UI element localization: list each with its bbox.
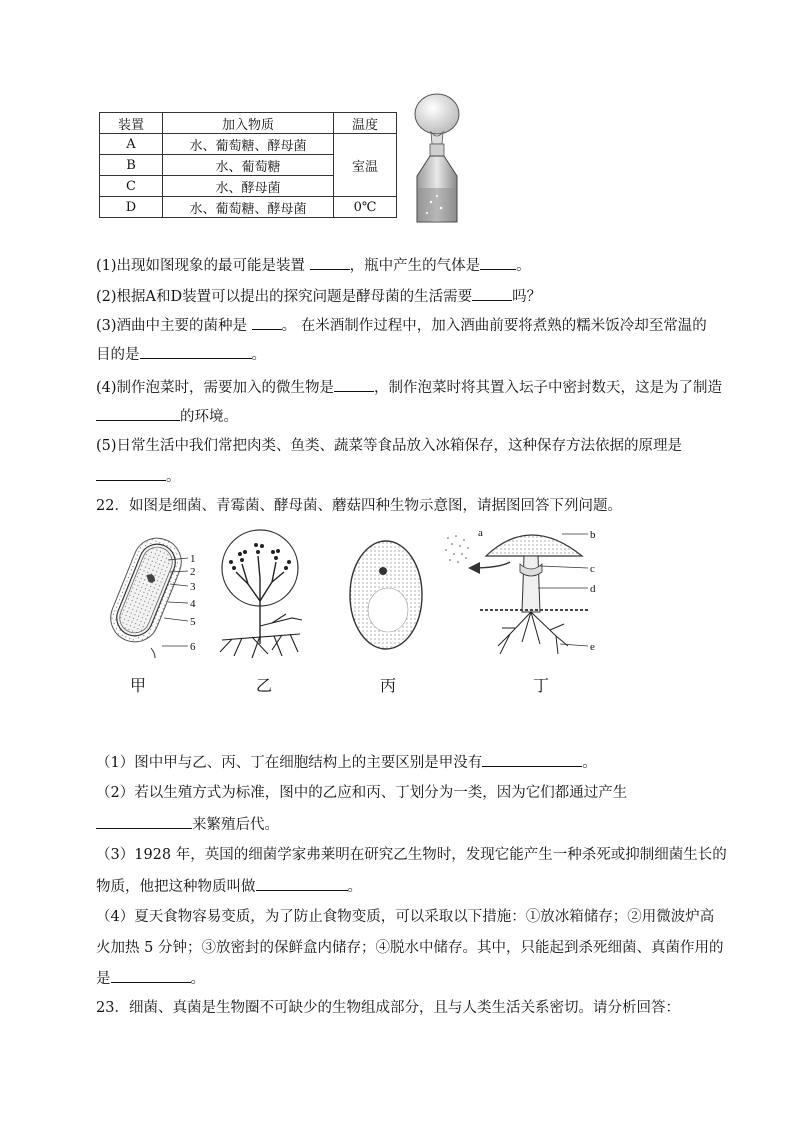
q21-p1b-text: ，瓶中产生的气体是 bbox=[349, 258, 481, 274]
q21-line-1 bbox=[96, 255, 531, 276]
q21-p4b-text: ，制作泡菜时将其置入坛子中密封数天，这是为了制造 bbox=[374, 380, 723, 396]
q22-line-7 bbox=[96, 938, 723, 958]
table-row bbox=[100, 134, 397, 155]
table-cell-substance: 水、葡萄糖、酵母菌 bbox=[163, 134, 334, 155]
q21-line-2 bbox=[96, 286, 541, 307]
q22-p2-text: （2）若以生殖方式为标准，图中的乙应和丙、丁划分为一类，因为它们都通过产生 bbox=[96, 785, 628, 801]
q21-line-4 bbox=[96, 344, 266, 365]
q22-p4d-text: 。 bbox=[190, 971, 205, 987]
q22-line-1 bbox=[96, 752, 597, 773]
q22-p2b-text: 来繁殖后代。 bbox=[192, 817, 279, 833]
table-cell-device: C bbox=[100, 176, 163, 197]
q22-p4c-text: 是 bbox=[96, 971, 111, 987]
q21-p4c-text: 的环境。 bbox=[180, 409, 238, 425]
q21-answer-blank-device[interactable] bbox=[310, 255, 350, 270]
bacterium-label-6: 6 bbox=[190, 641, 196, 653]
q21-answer-blank-principle[interactable] bbox=[96, 466, 166, 481]
q21-line-6 bbox=[96, 406, 238, 427]
q22-line-4 bbox=[96, 845, 727, 865]
q23-title: 23．细菌、真菌是生物圈不可缺少的生物组成部分，且与人类生活关系密切。请分析回答： bbox=[96, 1000, 680, 1016]
q21-p3d-text: 。 bbox=[251, 347, 266, 363]
q22-answer-blank-substance[interactable] bbox=[256, 876, 348, 891]
q21-answer-blank-species[interactable] bbox=[252, 315, 282, 330]
bacterium-figure bbox=[96, 528, 206, 658]
q22-p3-text: （3）1928 年，英国的细菌学家弗莱明在研究乙生物时，发现它能产生一种杀死或抑制细菌生长的 bbox=[96, 847, 727, 863]
q21-p5b-text: 。 bbox=[166, 469, 181, 485]
q21-answer-blank-microbe[interactable] bbox=[334, 377, 374, 392]
table-cell-device: D bbox=[100, 197, 163, 218]
bacterium-label-4: 4 bbox=[190, 598, 196, 610]
table-header-device: 装置 bbox=[100, 113, 163, 134]
q21-p3-text: (3)酒曲中主要的菌种是 bbox=[96, 318, 248, 334]
q21-line-7 bbox=[96, 436, 682, 456]
q22-line-8 bbox=[96, 968, 205, 989]
mushroom-label-d: d bbox=[590, 583, 596, 595]
q22-line-3 bbox=[96, 814, 279, 835]
table-row bbox=[100, 197, 397, 218]
mushroom-label-a: a bbox=[478, 527, 483, 539]
q21-line-8 bbox=[96, 466, 181, 487]
q22-line-6 bbox=[96, 907, 714, 927]
q22-answer-blank-reproduction[interactable] bbox=[96, 814, 192, 829]
q22-p4b-text: 火加热 5 分钟；③放密封的保鲜盒内储存；④脱水中储存。其中，只能起到杀死细菌、真菌作用的 bbox=[96, 940, 724, 956]
q21-answer-blank-gas[interactable] bbox=[480, 255, 516, 270]
q21-p2b-text: 吗？ bbox=[512, 289, 542, 305]
q22-answer-blank-measure[interactable] bbox=[111, 968, 191, 983]
table-cell-substance: 水、葡萄糖 bbox=[163, 155, 334, 176]
q21-line-5 bbox=[96, 377, 722, 398]
q21-p5-text: (5)日常生活中我们常把肉类、鱼类、蔬菜等食品放入冰箱保存，这种保存方法依据的原理是 bbox=[96, 438, 683, 454]
q21-p4-text: (4)制作泡菜时，需要加入的微生物是 bbox=[96, 380, 335, 396]
mushroom-label-e: e bbox=[590, 641, 595, 653]
mushroom-figure bbox=[440, 524, 610, 659]
q22-title: 22．如图是细菌、青霉菌、酵母菌、蘑菇四种生物示意图，请据图回答下列问题。 bbox=[96, 498, 622, 514]
table-header-temperature: 温度 bbox=[334, 113, 397, 134]
q21-answer-blank-need[interactable] bbox=[472, 286, 512, 301]
q22-p3c-text: 。 bbox=[347, 879, 362, 895]
penicillium-figure bbox=[212, 526, 307, 661]
q22-line-2 bbox=[96, 783, 627, 803]
bacterium-label-2: 2 bbox=[190, 566, 196, 578]
flask-balloon-illustration bbox=[405, 92, 475, 227]
table-cell-substance: 水、酵母菌 bbox=[163, 176, 334, 197]
bacterium-label-5: 5 bbox=[190, 616, 196, 628]
q21-answer-blank-environment[interactable] bbox=[96, 406, 180, 421]
table-header-row bbox=[100, 113, 397, 134]
table-cell-room-temp: 室温 bbox=[334, 134, 397, 197]
q21-p3c-text: 目的是 bbox=[96, 347, 140, 363]
q21-p3b-text: 。 在米酒制作过程中，加入酒曲前要将煮熟的糯米饭冷却至常温的 bbox=[281, 318, 707, 334]
q22-answer-blank-structure[interactable] bbox=[482, 752, 582, 767]
q21-p1-text: (1)出现如图现象的最可能是装置 bbox=[96, 258, 306, 274]
q22-p1-text: （1）图中甲与乙、丙、丁在细胞结构上的主要区别是甲没有 bbox=[96, 755, 483, 771]
figure-label-yi: 乙 bbox=[256, 676, 273, 695]
table-cell-device: A bbox=[100, 134, 163, 155]
table-cell-substance: 水、葡萄糖、酵母菌 bbox=[163, 197, 334, 218]
table-cell-temperature: 0℃ bbox=[334, 197, 397, 218]
figure-label-jia: 甲 bbox=[130, 676, 147, 695]
q21-line-3 bbox=[96, 315, 707, 336]
q22-line-5 bbox=[96, 876, 362, 897]
mushroom-label-c: c bbox=[590, 563, 595, 575]
figure-label-bing: 丙 bbox=[380, 676, 397, 695]
bacterium-label-1: 1 bbox=[190, 553, 196, 565]
table-cell-device: B bbox=[100, 155, 163, 176]
q22-p3b-text: 物质，他把这种物质叫做 bbox=[96, 879, 256, 895]
q22-p4-text: （4）夏天食物容易变质，为了防止食物变质，可以采取以下措施：①放冰箱储存；②用微波炉高 bbox=[96, 909, 715, 925]
mushroom-label-b: b bbox=[590, 529, 596, 541]
bacterium-label-3: 3 bbox=[190, 581, 196, 593]
figure-label-ding: 丁 bbox=[533, 676, 550, 695]
yeast-figure bbox=[346, 538, 426, 653]
experiment-table bbox=[99, 112, 397, 218]
q21-p2-text: (2)根据A和D装置可以提出的探究问题是酵母菌的生活需要 bbox=[96, 289, 473, 305]
q22-p1b-text: 。 bbox=[582, 755, 597, 771]
table-header-substance: 加入物质 bbox=[163, 113, 334, 134]
q21-answer-blank-purpose[interactable] bbox=[140, 344, 252, 359]
q21-p1c-text: 。 bbox=[516, 258, 531, 274]
